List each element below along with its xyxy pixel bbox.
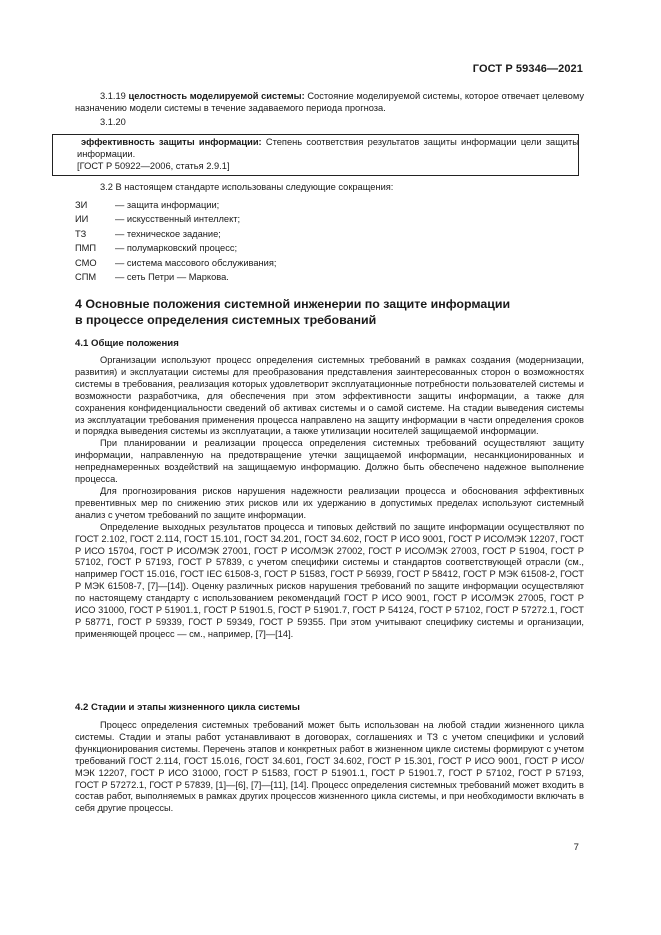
term-source: [ГОСТ Р 50922—2006, статья 2.9.1] (77, 160, 230, 171)
list-item (75, 212, 277, 226)
list-item (75, 256, 277, 270)
paragraph: Организации используют процесс определения системных требований в рамках создания (модернизации, развития) и эксплуатации системы для преобразования представления заинтересованных сторон о возможностях системы в требования, реализация которых удовлетворит эксплуатационные потребности пользователей системы и возможности разработчика, для обеспечения при этом эффективности защиты информации, а также для сохранения конфиденциальности сведений об активах системы и о самой системе. На стадии выведения системы из эксплуатации требования применения процесса направлено на защиту информации в части определения сроков и порядка выведения системы из эксплуатации, а также утилизации носителей защищаемой информации. (75, 355, 584, 437)
list-item (75, 227, 277, 241)
abbreviation-code: СМО (75, 257, 97, 268)
term: эффективность защиты информации: (81, 137, 262, 147)
abbreviation-text: — сеть Петри — Маркова. (115, 272, 229, 283)
abbreviation-text: — полумарковский процесс; (115, 243, 238, 254)
list-item (75, 198, 277, 212)
section-4-2-title: 4.2 Стадии и этапы жизненного цикла системы (75, 702, 300, 713)
clause-3-2 (75, 182, 584, 194)
section-title-line: 4 Основные положения системной инженерии по защите информации (75, 297, 511, 311)
clause-3-1-20 (77, 137, 579, 173)
abbreviation-text: — система массового обслуживания; (115, 257, 277, 268)
abbreviation-code: СПМ (75, 272, 97, 283)
paragraph: Определение выходных результатов процесса и типовых действий по защите информации осуществляют по ГОСТ 2.102, ГОСТ 2.114, ГОСТ 15.101, ГОСТ 34.201, ГОСТ 34.602, ГОСТ Р ИСО 9001, ГОСТ Р ИСО/МЭК 12207, ГОСТ Р ИСО 15704, ГОСТ Р ИСО/МЭК 27001, ГОСТ Р ИСО/МЭК 27002, ГОСТ Р ИСО/МЭК 27003, ГОСТ Р 51904, ГОСТ Р 57102, ГОСТ Р 57193, ГОСТ Р 57839, с учетом специфики системы и стандартов соответствующей отрасли (см., например ГОСТ 15.016, ГОСТ IEC 61508-3, ГОСТ Р 51583, ГОСТ Р 56939, ГОСТ Р 58412, ГОСТ Р МЭК 61508-2, ГОСТ Р МЭК 61508-7, [7]—[14]). Оценку различных рисков нарушения требований по защите информации осуществляют по настоящему стандарту с использованием рекомендаций ГОСТ Р ИСО 9001, ГОСТ Р ИСО/МЭК 27005, ГОСТ Р ИСО 31000, ГОСТ Р 51901.1, ГОСТ Р 51901.5, ГОСТ Р 51901.7, ГОСТ Р 54124, ГОСТ Р 57102, ГОСТ Р 57272.1, ГОСТ Р 58771, ГОСТ Р 59339, ГОСТ Р 59349, ГОСТ Р 59355. При этом учитывают специфику системы и организации, применяющей процесс — см., например, [7]—[14]. (75, 521, 584, 639)
list-item (75, 241, 277, 255)
clause-number: 3.1.19 (100, 91, 126, 101)
abbreviation-text: — искусственный интеллект; (115, 214, 241, 225)
clause-3-1-19 (75, 91, 584, 129)
section-title-line: в процессе определения системных требований (75, 312, 377, 327)
abbreviation-code: ПМП (75, 243, 97, 254)
section-4-2-body (75, 720, 584, 815)
section-4-title (75, 297, 595, 328)
abbreviation-code: ЗИ (75, 200, 88, 210)
term-definition: Степень соответствия результатов защиты информации цели защиты информации. (77, 137, 579, 159)
abbreviation-code: ИИ (75, 214, 89, 225)
page-number: 7 (573, 842, 579, 853)
paragraph: При планировании и реализации процесса определения системных требований осуществляют защиту информации, направленную на предотвращение утечки защищаемой информации, несанкционированных и непреднамеренных воздействий на защищаемую информацию. Должно быть обеспечено надежное выполнение процесса. (75, 438, 584, 485)
paragraph: Процесс определения системных требований может быть использован на любой стадии жизненного цикла системы. Стадии и этапы работ устанавливают в договорах, соглашениях и ТЗ с учетом специфики и условий функционирования системы. Перечень этапов и конкретных работ в жизненном цикле системы формируют с учетом требований ГОСТ 2.114, ГОСТ 15.016, ГОСТ 34.601, ГОСТ 34.602, ГОСТ Р 15.301, ГОСТ Р ИСО 9001, ГОСТ Р ИСО/МЭК 12207, ГОСТ Р ИСО 31000, ГОСТ Р 51583, ГОСТ Р 51901.1, ГОСТ Р 51901.7, ГОСТ Р 57102, ГОСТ Р 57193, ГОСТ Р 57272.1, ГОСТ Р 57839, [1]—[6], [7]—[11], [14]. Процесс определения системных требований может входить в состав работ, выполняемых в рамках других процессов жизненного цикла системы, и при необходимости включать в себя другие процессы. (75, 720, 584, 814)
abbreviation-text: — техническое задание; (115, 228, 221, 239)
abbreviation-code: ТЗ (75, 228, 87, 239)
section-4-1-title: 4.1 Общие положения (75, 338, 179, 349)
abbreviation-text: — защита информации; (115, 200, 220, 210)
list-item (75, 270, 277, 284)
standard-designation: ГОСТ Р 59346—2021 (472, 63, 583, 75)
term: целостность моделируемой системы: (128, 91, 305, 101)
paragraph: Для прогнозирования рисков нарушения надежности реализации процесса и обоснования эффективных превентивных мер по снижению этих рисков или их удержанию в допустимых пределах используют системный анализ с учетом требований по защите информации. (75, 485, 584, 520)
term-definition: Состояние моделируемой системы, которое отвечает целевому назначению модели системы в течение задаваемого периода прогноза. (75, 91, 584, 113)
abbreviations-intro: 3.2 В настоящем стандарте использованы следующие сокращения: (100, 182, 394, 192)
section-4-1-body (75, 355, 584, 641)
clause-number: 3.1.20 (100, 116, 126, 127)
abbreviations-list (75, 198, 277, 284)
